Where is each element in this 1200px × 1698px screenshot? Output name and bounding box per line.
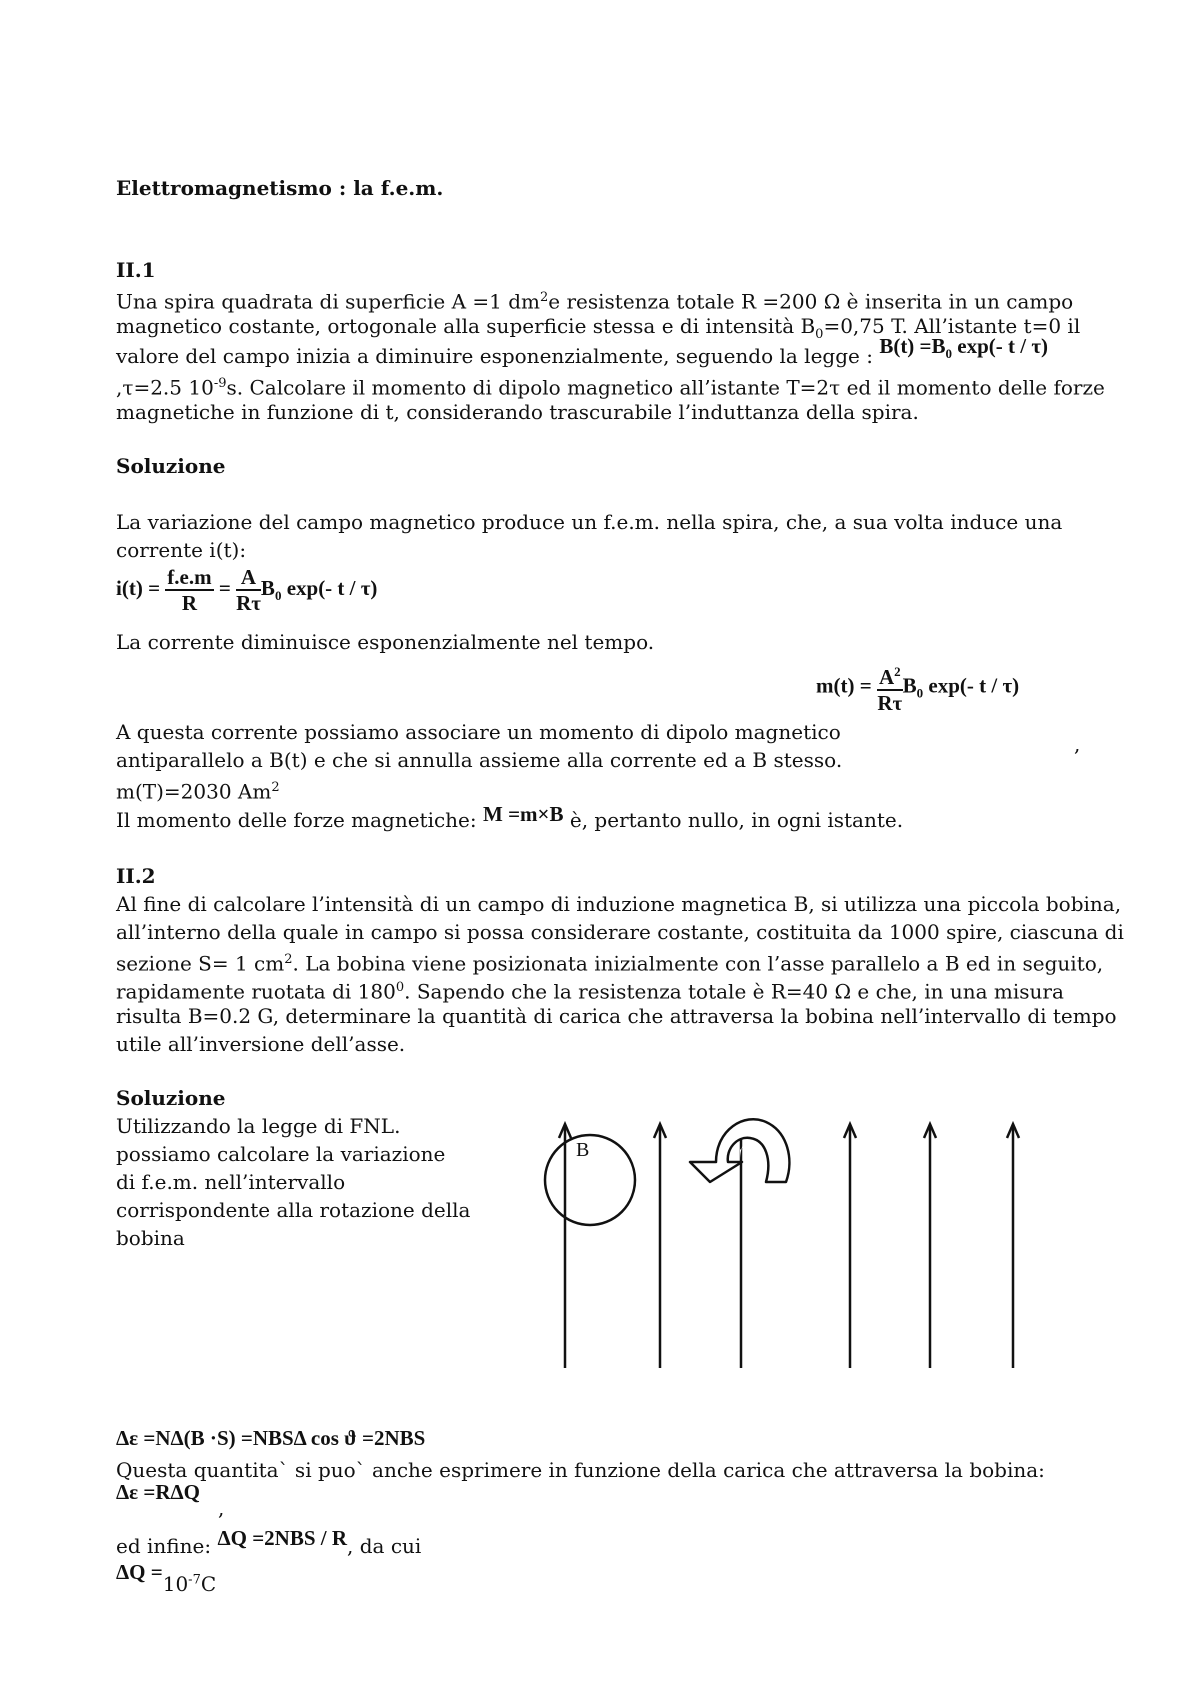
problem2-line2: all’interno della quale in campo si possa considerare costante, costituita da 1000 spire, ciascuna di	[116, 920, 1124, 944]
solution1-line1: La variazione del campo magnetico produce un f.e.m. nella spira, che, a sua volta induce una	[116, 510, 1063, 534]
solution2-text-line: Utilizzando la legge di FNL.	[116, 1114, 401, 1138]
curved-arrow	[690, 1119, 789, 1182]
solution1-line2: corrente i(t):	[116, 538, 247, 562]
field-label: B	[576, 1139, 590, 1161]
charge-result-lhs: ΔQ =	[116, 1559, 163, 1584]
problem-label-II2: II.2	[116, 864, 156, 888]
solution2-text-line: di f.e.m. nell’intervallo	[116, 1170, 346, 1194]
emf-charge-equation: Δε =RΔQ	[116, 1480, 201, 1504]
omega-symbol: Ω	[823, 289, 841, 314]
problem1-line5: magnetiche in funzione di t, considerando trascurabile l’induttanza della spira.	[116, 400, 919, 424]
solution2-text-line: corrispondente alla rotazione della	[116, 1198, 471, 1222]
solution1-line4: A questa corrente possiamo associare un momento di dipolo magnetico	[116, 720, 841, 744]
solution-heading-2: Soluzione	[116, 1086, 226, 1110]
field-lines-figure	[530, 1100, 1050, 1370]
problem2-line4: rapidamente ruotata di $180^0$. Sapendo che la resistenza totale è R=40 Ω e che, in una misura	[116, 979, 1064, 1004]
solution1-line3: La corrente diminuisce esponenzialmente nel tempo.	[116, 630, 655, 654]
current-equation: i(t) = $\frac{f.e.m}{R}$ = $\frac{A}{R\tau}$ $B_0$ exp(- t / τ)	[116, 565, 378, 616]
fraction-A2-over-Rtau: $\frac{A^2}{R\tau}$	[877, 660, 903, 715]
solution2-line1: Questa quantita` si puo` anche esprimere in funzione della carica che attraversa la bobina:	[116, 1458, 1045, 1482]
fraction-fem-over-R: $\frac{f.e.m}{R}$	[167, 565, 212, 616]
coil-circle	[545, 1135, 635, 1225]
solution-heading-1: Soluzione	[116, 454, 226, 478]
solution1-line7: Il momento delle forze magnetiche: M =m×B è, pertanto nullo, in ogni istante.	[116, 802, 904, 832]
solution2-text-line: bobina	[116, 1226, 185, 1250]
solution1-line6: m(T)=2030 Am$^2$	[116, 779, 280, 804]
solution2-text-line: possiamo calcolare la variazione	[116, 1142, 446, 1166]
dipole-equation: m(t) = $\frac{A^2}{R\tau}$ $B_0$ exp(- t / τ)	[816, 660, 1019, 718]
problem2-line6: utile all’inversione dell’asse.	[116, 1032, 406, 1056]
problem1-line3: valore del campo inizia a diminuire esponenzialmente, seguendo la legge : $B(t) =B_0$ exp(- t / τ)	[116, 334, 1049, 368]
solution2-line2: ed infine: ΔQ =2NBS / R, da cui	[116, 1526, 422, 1558]
charge-value: $10^{-7}C$	[162, 1571, 217, 1596]
problem-label-II1: II.1	[116, 258, 156, 282]
flux-variation-equation: Δε =NΔ(B ·S) =NBSΔ cos ϑ =2NBS	[116, 1426, 426, 1450]
fraction-A-over-Rtau: $\frac{A}{R\tau}$	[236, 565, 261, 616]
comma: ,	[1074, 732, 1081, 756]
problem1-line2: magnetico costante, ortogonale alla superficie stessa e di intensità $B_0=0,75$ T. All’istante t=0 il	[116, 314, 1081, 342]
comma: ,	[218, 1496, 225, 1520]
problem2-line1: Al fine di calcolare l’intensità di un campo di induzione magnetica B, si utilizza una piccola bobina,	[116, 892, 1122, 916]
solution1-line5: antiparallelo a B(t) e che si annulla assieme alla corrente ed a B stesso.	[116, 748, 843, 772]
charge-result	[116, 1559, 217, 1596]
field-law-equation: $B(t) =B_0$ exp(- t / τ)	[879, 334, 1049, 362]
ohm-symbol: Ω	[834, 979, 852, 1004]
torque-equation: M =m×B	[483, 802, 564, 826]
problem2-line5: risulta B=0.2 G, determinare la quantità di carica che attraversa la bobina nell’intervallo di tempo	[116, 1004, 1117, 1028]
problem2-line3: sezione S= 1 $cm^2$. La bobina viene posizionata inizialmente con l’asse parallelo a B ed in seguito,	[116, 951, 1104, 976]
page-title: Elettromagnetismo : la f.e.m.	[116, 176, 444, 200]
charge-equation: ΔQ =2NBS / R	[217, 1526, 348, 1550]
problem1-line1: Una spira quadrata di superficie A =1 $dm^2e$ resistenza totale R =200 Ω è inserita in un campo	[116, 289, 1074, 314]
problem1-line4: ,τ=2.5 $10^{-9}s$. Calcolare il momento di dipolo magnetico all’istante T=2τ ed il momento delle forze	[116, 375, 1105, 400]
